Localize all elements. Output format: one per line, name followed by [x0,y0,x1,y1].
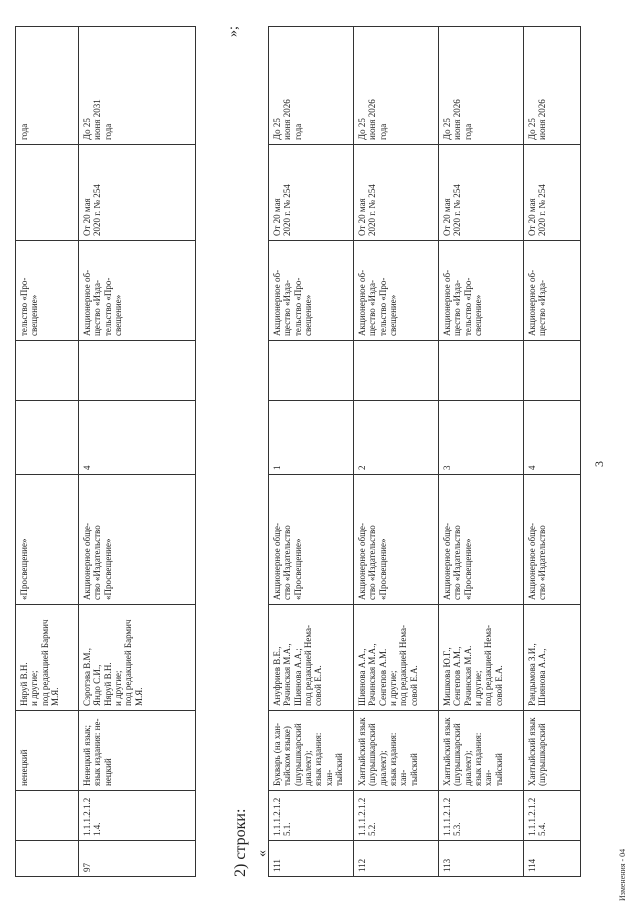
cell-row-number: 114 [524,841,581,877]
cell-title: Хантыйский язык (шурышкарский диалект); язык издания: хан- тыйский [354,711,439,791]
cell-row-number: 112 [354,841,439,877]
cell-title: ненецкий [16,711,79,791]
table-row [79,27,196,877]
close-quote: »; [226,26,241,37]
cell-developer: Акционерное обще- ство «Издательство «Просвещение» [269,475,354,605]
open-quote: « [255,850,270,857]
cell-developer: Акционерное обще- ство «Издательство [524,475,581,605]
footer-note: Изменения - 04 [618,848,627,901]
cell-order-date: От 20 мая 2020 г. № 254 [79,145,196,241]
section-heading: 2) строки: [232,808,249,877]
cell-code: 1.1.1.2.1.21.4. [79,791,196,841]
cell-authors: Рандымова З.И., Шиянова А.А., [524,605,581,711]
cell-publisher: Акционерное об- щество «Изда- тельство «Про- свещение» [354,241,439,341]
table-row [354,27,439,877]
cell-publisher: Акционерное об- щество «Изда- тельство «Про- свещение» [269,241,354,341]
cell-publisher: тельство «Про- свещение» [16,241,79,341]
cell-blank [524,341,581,401]
cell-order-date [16,145,79,241]
cell-authors: Ануфриев В.Е., Рачинская М.А., Шиянова А.А.; под редакцией Нема- совой Е.А. [269,605,354,711]
table-row [524,27,581,877]
cell-authors: Няруй В.Н. и другие; под редакцией Бармич М.Я. [16,605,79,711]
cell-order-date: От 20 мая 2020 г. № 254 [439,145,524,241]
cell-publisher: Акционерное об- щество «Изда- тельство «Про- свещение» [79,241,196,341]
cell-expiry: До 25 июня 2026 года [354,27,439,145]
cell-developer: Акционерное обще- ство «Издательство «Просвещение» [354,475,439,605]
cell-class: 2 [354,401,439,475]
cell-class: 4 [79,401,196,475]
cell-blank [354,341,439,401]
table-row [439,27,524,877]
cell-expiry: До 25 июня 2026 года [439,27,524,145]
cell-class: 4 [524,401,581,475]
cell-order-date: От 20 мая 2020 г. № 254 [524,145,581,241]
cell-row-number: 111 [269,841,354,877]
top-table [15,26,196,877]
cell-code: 1.1.1.2.1.25.4. [524,791,581,841]
cell-blank [269,341,354,401]
cell-authors: Мишкова Ю.Г., Сенгепов А.М., Рачинская М.А. и другие; под редакцией Нема- совой Е.А. [439,605,524,711]
cell-order-date: От 20 мая 2020 г. № 254 [269,145,354,241]
cell-expiry: До 25 июня 2026 [524,27,581,145]
cell-authors: Шиянова А.А., Рачинская М.А., Сенгепов А.М. и другие; под редакцией Нема- совой Е.А. [354,605,439,711]
cell-blank [16,341,79,401]
cell-order-date: От 20 мая 2020 г. № 254 [354,145,439,241]
cell-code [16,791,79,841]
cell-expiry: До 25 июня 2026 года [269,27,354,145]
cell-code: 1.1.1.2.1.25.3. [439,791,524,841]
cell-row-number [16,841,79,877]
cell-class: 1 [269,401,354,475]
cell-class [16,401,79,475]
cell-developer: Акционерное обще- ство «Издательство «Просвещение» [439,475,524,605]
cell-class: 3 [439,401,524,475]
cell-expiry: До 25 июня 2031 года [79,27,196,145]
cell-blank [79,341,196,401]
cell-title: Букварь (на хан- тыйском языке) (шурышкарский диалект); язык издания: хан- тыйский [269,711,354,791]
bottom-table [268,26,581,877]
cell-code: 1.1.1.2.1.25.2. [354,791,439,841]
table-row [16,27,79,877]
cell-blank [439,341,524,401]
cell-expiry: года [16,27,79,145]
cell-title: Ненецкий язык; язык издания: не- нецкий [79,711,196,791]
cell-developer: Акционерное обще- ство «Издательство «Просвещение» [79,475,196,605]
cell-row-number: 97 [79,841,196,877]
cell-publisher: Акционерное об- щество «Изда- [524,241,581,341]
cell-authors: Сэротэва В.М., Яндо С.И., Няруй В.Н. и другие; под редакцией Бармич М.Я. [79,605,196,711]
cell-title: Хантыйский язык (шурышкарский диалект); язык издания: хан- тыйский [439,711,524,791]
cell-row-number: 113 [439,841,524,877]
cell-code: 1.1.1.2.1.25.1. [269,791,354,841]
cell-publisher: Акционерное об- щество «Изда- тельство «Про- свещение» [439,241,524,341]
page-number: 3 [592,461,606,467]
cell-developer: «Просвещение» [16,475,79,605]
cell-title: Хантыйский язык (шурышкарский [524,711,581,791]
table-row [269,27,354,877]
